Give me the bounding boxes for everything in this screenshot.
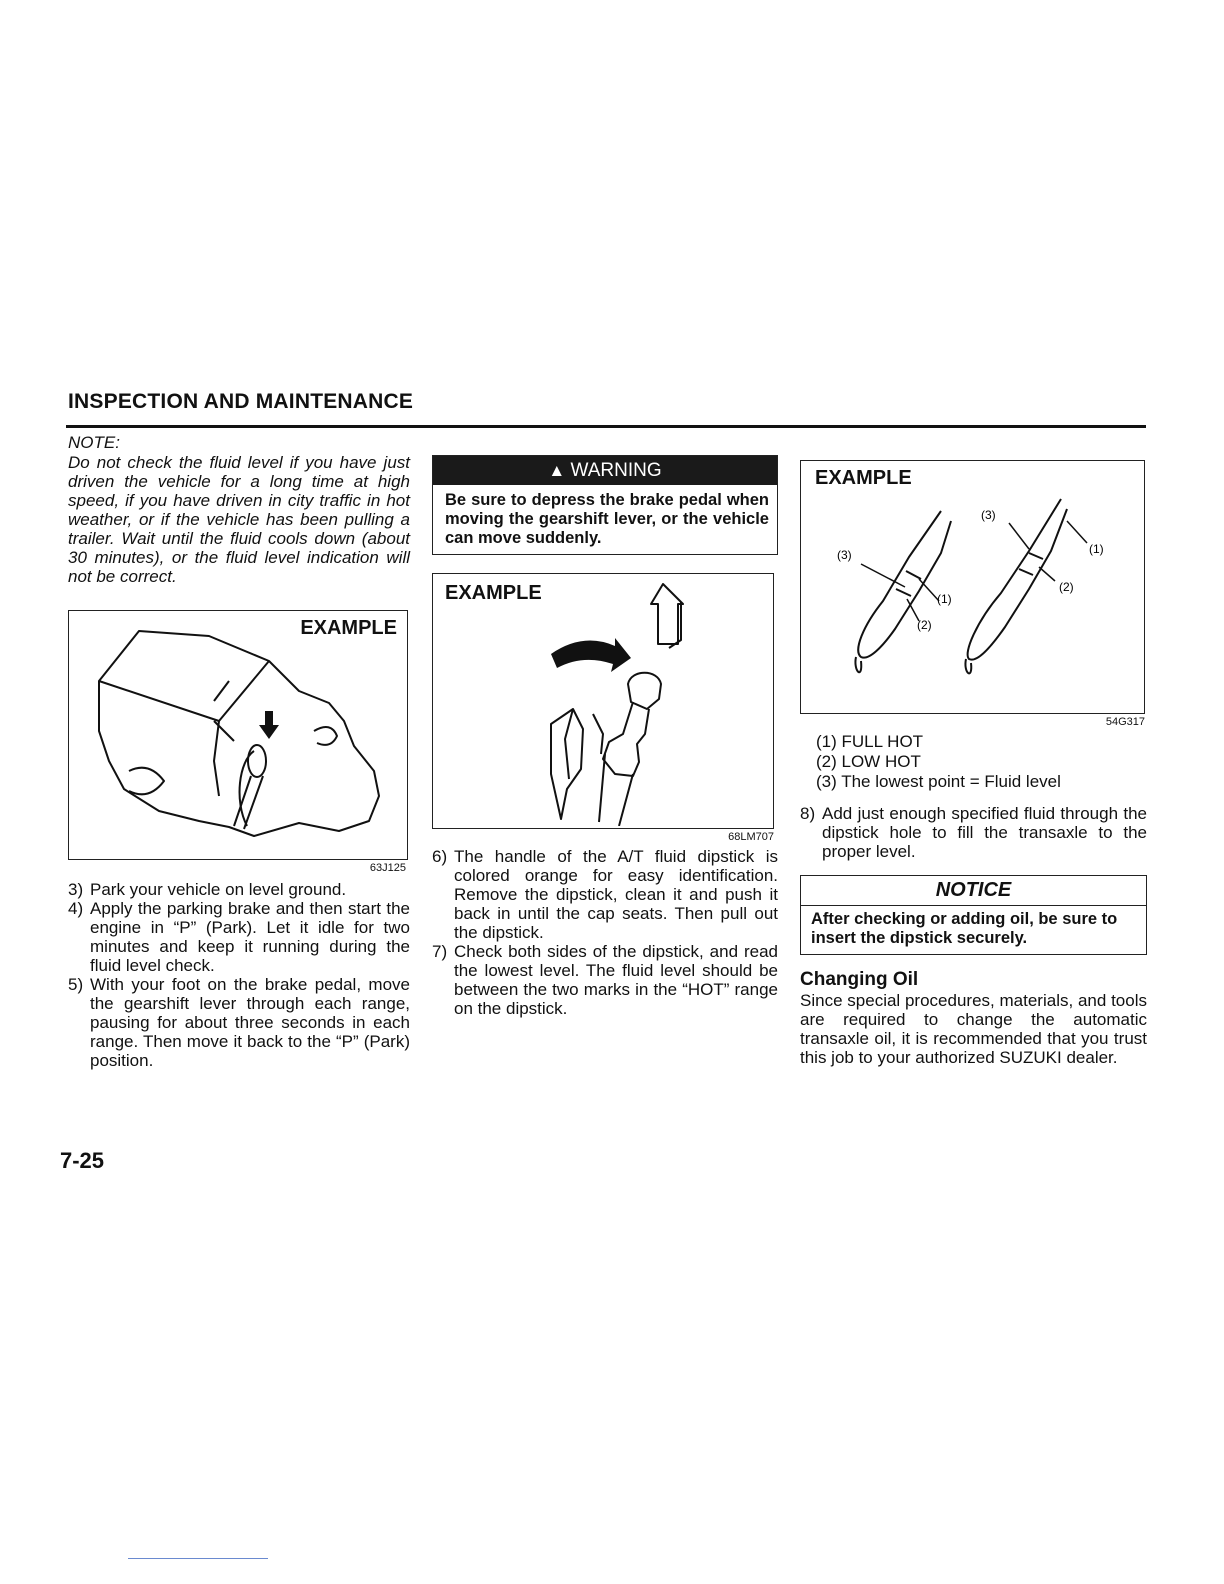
step-number: 8): [800, 804, 816, 823]
legend-item: (2) LOW HOT: [816, 752, 921, 771]
callout-3-left: (3): [837, 548, 852, 562]
step-item: [68, 899, 410, 975]
step-item: [432, 942, 778, 1018]
step-item: [68, 975, 410, 1070]
warning-triangle-icon: ▲: [548, 461, 566, 480]
legend-item: (1) FULL HOT: [816, 732, 924, 751]
dipstick-level-figure: [800, 460, 1145, 714]
step-text: Apply the parking brake and then start the engine in “P” (Park). Let it idle for two minutes and keep it running during the fluid level check.: [90, 899, 410, 975]
warning-text: Be sure to depress the brake pedal when moving the gearshift lever, or the vehicle can move suddenly.: [445, 491, 769, 547]
callout-1-left: (1): [937, 592, 952, 606]
column-right: [800, 460, 1147, 1067]
step-number: 6): [432, 847, 448, 866]
step-item: [432, 847, 778, 942]
callout-2-right: (2): [1059, 580, 1074, 594]
steps-list: [800, 804, 1147, 861]
notice-title: NOTICE: [801, 876, 1146, 906]
transaxle-illustration: [69, 611, 405, 857]
notice-box: [800, 875, 1147, 955]
dipstick-removal-figure: [432, 573, 774, 829]
steps-list: [432, 847, 778, 1018]
step-text: Check both sides of the dipstick, and read the lowest level. The fluid level should be between the two marks in the “HOT” range on the dipstick.: [454, 942, 778, 1018]
callout-3-right: (3): [981, 508, 996, 522]
engine-figure: [68, 610, 408, 860]
page-number: 7-25: [60, 1148, 105, 1173]
step-number: 5): [68, 975, 84, 994]
step-text: With your foot on the brake pedal, move the gearshift lever through each range, pausing for about three seconds in each range. Then move it back to the “P” (Park) position.: [90, 975, 410, 1070]
note-text: Do not check the fluid level if you have just driven the vehicle for a long time at high speed, if you have driven in city traffic in hot weather, or if the vehicle has been pulling a trailer. Wait until the fluid cools down (about 30 minutes), or the fluid level indication will not be correct.: [68, 453, 410, 586]
page-header: INSPECTION AND MAINTENANCE: [68, 390, 414, 413]
steps-list: [68, 880, 410, 1070]
step-number: 4): [68, 899, 84, 918]
warning-header: [433, 456, 777, 485]
figure-code: 63J125: [369, 862, 406, 874]
notice-text: After checking or adding oil, be sure to insert the dipstick securely.: [811, 910, 1118, 947]
callout-2-left: (2): [917, 618, 932, 632]
header-rule: [66, 425, 1146, 428]
warning-title: WARNING: [570, 460, 662, 481]
dipstick-handle-illustration: [433, 574, 771, 826]
step-text: The handle of the A/T fluid dipstick is colored orange for easy identification. Remove the dipstick, clean it and push it back in until the cap seats. Then pull out the dipstick.: [454, 847, 778, 942]
legend-item: (3) The lowest point = Fluid level: [816, 772, 1061, 791]
figure-legend: [816, 732, 1147, 792]
step-item: [800, 804, 1147, 861]
footer-line: [128, 1558, 268, 1559]
figure-label: EXAMPLE: [815, 467, 912, 489]
note-label: NOTE:: [68, 433, 120, 452]
callout-1-right: (1): [1089, 542, 1104, 556]
column-left: [68, 433, 410, 1070]
section-text: Since special procedures, materials, and tools are required to change the automatic transaxle oil, it is recommended that you trust this job to your authorized SUZUKI dealer.: [800, 991, 1147, 1067]
column-middle: [432, 455, 778, 1018]
section-heading: Changing Oil: [800, 969, 919, 990]
step-text: Add just enough specified fluid through the dipstick hole to fill the transaxle to the proper level.: [822, 804, 1147, 861]
figure-code: 68LM707: [728, 831, 774, 843]
step-number: 7): [432, 942, 448, 961]
dipstick-level-illustration: [801, 461, 1142, 711]
figure-code: 54G317: [1105, 716, 1145, 728]
figure-label: EXAMPLE: [300, 617, 397, 639]
step-number: 3): [68, 880, 84, 899]
warning-box: [432, 455, 778, 555]
step-text: Park your vehicle on level ground.: [90, 880, 347, 899]
figure-label: EXAMPLE: [445, 582, 542, 604]
step-item: [68, 880, 410, 899]
